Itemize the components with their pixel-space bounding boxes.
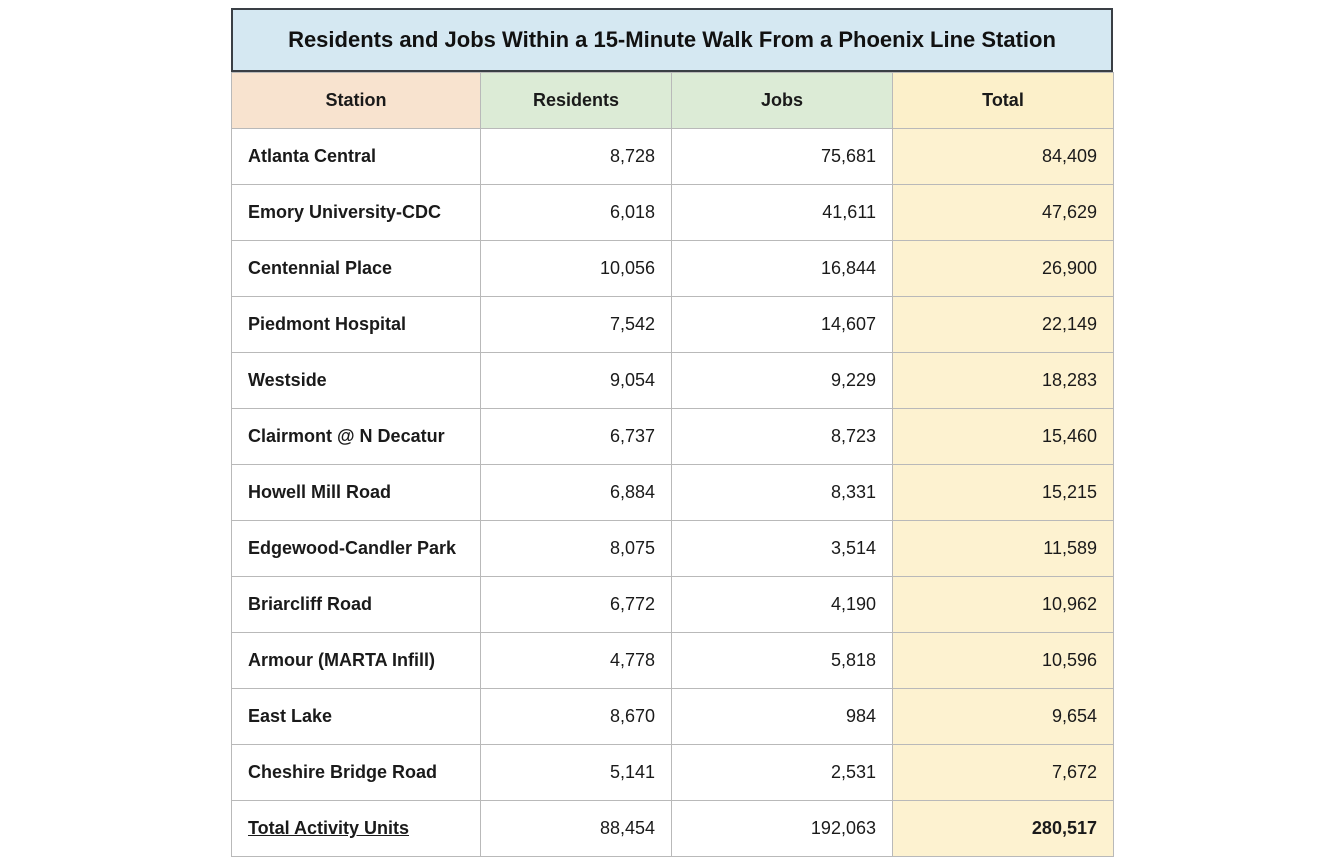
total-cell: 18,283 bbox=[893, 353, 1114, 409]
residents-cell: 6,018 bbox=[481, 185, 672, 241]
data-table-container bbox=[231, 8, 1113, 857]
station-cell: Briarcliff Road bbox=[232, 577, 481, 633]
station-cell: East Lake bbox=[232, 689, 481, 745]
table-row bbox=[232, 521, 1114, 577]
station-cell: Howell Mill Road bbox=[232, 465, 481, 521]
total-cell: 26,900 bbox=[893, 241, 1114, 297]
header-station: Station bbox=[232, 73, 481, 129]
residents-cell: 6,772 bbox=[481, 577, 672, 633]
total-cell: 9,654 bbox=[893, 689, 1114, 745]
data-table bbox=[231, 72, 1114, 857]
residents-cell: 8,670 bbox=[481, 689, 672, 745]
jobs-cell: 41,611 bbox=[672, 185, 893, 241]
total-row-grand-total: 280,517 bbox=[893, 801, 1114, 857]
residents-cell: 9,054 bbox=[481, 353, 672, 409]
table-row bbox=[232, 241, 1114, 297]
table-row bbox=[232, 409, 1114, 465]
header-residents: Residents bbox=[481, 73, 672, 129]
total-cell: 10,596 bbox=[893, 633, 1114, 689]
residents-cell: 4,778 bbox=[481, 633, 672, 689]
station-cell: Piedmont Hospital bbox=[232, 297, 481, 353]
total-cell: 15,460 bbox=[893, 409, 1114, 465]
station-cell: Centennial Place bbox=[232, 241, 481, 297]
jobs-cell: 2,531 bbox=[672, 745, 893, 801]
jobs-cell: 16,844 bbox=[672, 241, 893, 297]
total-cell: 84,409 bbox=[893, 129, 1114, 185]
total-cell: 47,629 bbox=[893, 185, 1114, 241]
table-row bbox=[232, 689, 1114, 745]
jobs-cell: 75,681 bbox=[672, 129, 893, 185]
residents-cell: 5,141 bbox=[481, 745, 672, 801]
total-cell: 11,589 bbox=[893, 521, 1114, 577]
jobs-cell: 14,607 bbox=[672, 297, 893, 353]
station-cell: Cheshire Bridge Road bbox=[232, 745, 481, 801]
jobs-cell: 3,514 bbox=[672, 521, 893, 577]
jobs-cell: 8,723 bbox=[672, 409, 893, 465]
jobs-cell: 9,229 bbox=[672, 353, 893, 409]
table-row bbox=[232, 353, 1114, 409]
table-row bbox=[232, 633, 1114, 689]
total-cell: 7,672 bbox=[893, 745, 1114, 801]
total-row-residents: 88,454 bbox=[481, 801, 672, 857]
table-row bbox=[232, 465, 1114, 521]
station-cell: Edgewood-Candler Park bbox=[232, 521, 481, 577]
jobs-cell: 5,818 bbox=[672, 633, 893, 689]
table-row bbox=[232, 577, 1114, 633]
table-body bbox=[232, 129, 1114, 801]
residents-cell: 6,737 bbox=[481, 409, 672, 465]
jobs-cell: 4,190 bbox=[672, 577, 893, 633]
jobs-cell: 8,331 bbox=[672, 465, 893, 521]
table-row bbox=[232, 297, 1114, 353]
jobs-cell: 984 bbox=[672, 689, 893, 745]
residents-cell: 8,728 bbox=[481, 129, 672, 185]
station-cell: Clairmont @ N Decatur bbox=[232, 409, 481, 465]
table-row bbox=[232, 185, 1114, 241]
residents-cell: 10,056 bbox=[481, 241, 672, 297]
station-cell: Armour (MARTA Infill) bbox=[232, 633, 481, 689]
table-row bbox=[232, 745, 1114, 801]
header-total: Total bbox=[893, 73, 1114, 129]
header-jobs: Jobs bbox=[672, 73, 893, 129]
total-row-jobs: 192,063 bbox=[672, 801, 893, 857]
total-cell: 15,215 bbox=[893, 465, 1114, 521]
total-cell: 10,962 bbox=[893, 577, 1114, 633]
station-cell: Atlanta Central bbox=[232, 129, 481, 185]
total-row-label: Total Activity Units bbox=[232, 801, 481, 857]
residents-cell: 7,542 bbox=[481, 297, 672, 353]
table-row bbox=[232, 129, 1114, 185]
total-activity-row bbox=[232, 801, 1114, 857]
total-cell: 22,149 bbox=[893, 297, 1114, 353]
station-cell: Emory University-CDC bbox=[232, 185, 481, 241]
header-row bbox=[232, 73, 1114, 129]
residents-cell: 8,075 bbox=[481, 521, 672, 577]
residents-cell: 6,884 bbox=[481, 465, 672, 521]
table-title: Residents and Jobs Within a 15-Minute Walk From a Phoenix Line Station bbox=[231, 8, 1113, 72]
station-cell: Westside bbox=[232, 353, 481, 409]
